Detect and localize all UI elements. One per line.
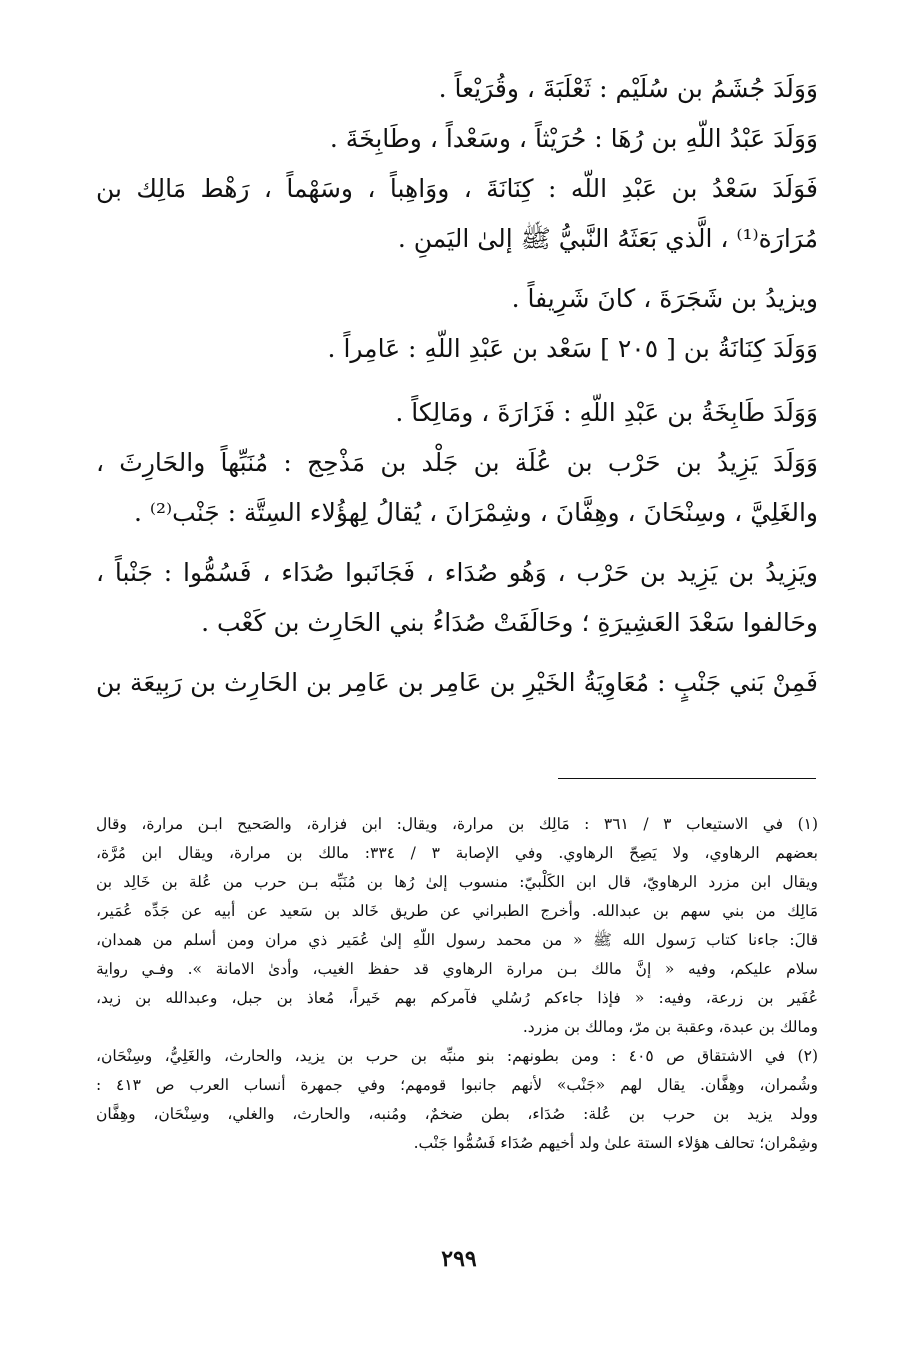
footnote-divider (558, 778, 816, 779)
main-line: وحَالفوا سَعْدَ العَشِيرَةِ ؛ وحَالَفَتْ صُدَاءُ بني الحَارِث بن كَعْب . (201, 608, 818, 637)
footnote-line: (٢) في الاشتقاق ص ٤٠٥ : ومن بطونهم: بنو منبِّه بن حرب بن يزيد، والحارث، والغَلِيُّ، وسِنْحَان، (96, 1047, 818, 1065)
footnote-line: ويقال ابن مزرد الرهاويّ، قال ابن الكَلْبيّ: منسوب إلىٰ رُها بن مُنَبِّه بـن حرب من عُلة بن خَالِد بن (96, 873, 818, 891)
main-line: ويزيدُ بن شَجَرَةَ ، كانَ شَرِيفاً . (511, 284, 818, 313)
footnote-line: وشِمْران؛ تحالف هؤلاء الستة علىٰ ولد أخيهم صُدَاء فَسُمُّوا جَنْب. (413, 1134, 818, 1152)
page-number: ٢٩٩ (441, 1246, 477, 1272)
main-line: وَوَلَدَ طَابِخَةُ بن عَبْدِ اللّهِ : فَزَارَةَ ، ومَالِكاً . (395, 398, 818, 427)
footnote-line: وشُمران، وهِفَّان. يقال لهم «جَنْب» لأنهم جانبوا قومهم؛ وفي جمهرة أنساب العرب ص ٤١٣ : (96, 1076, 818, 1094)
footnotes (96, 810, 818, 1158)
footnote-line: (١) في الاستيعاب ٣ / ٣٦١ : مَالِك بن مرارة، ويقال: ابن فزارة، والصَحيح ابـن مرارة، وقال (96, 815, 818, 833)
main-line: وَوَلَدَ يَزِيدُ بن حَرْب بن عُلَة بن جَلْد بن مَذْحِج : مُنَبِّهاً والحَارِثَ ، (96, 448, 818, 477)
main-line: وَوَلَدَ كِنَانَةُ بن [ ٢٠٥ ] سَعْد بن عَبْدِ اللّهِ : عَامِراً . (327, 334, 818, 363)
footnote-line: عُفَير بن زرعة، وفيه: « فإذا جاءكم رُسُلي فآمركم بهم خَيراً، مُعاذ بن جبل، وعبدالله بن زيد، (96, 989, 818, 1007)
main-line: وَوَلَدَ عَبْدُ اللّهِ بن رُهَا : حُرَيْثاً ، وسَعْداً ، وطَابِخَةَ . (329, 124, 818, 153)
main-line: فَوَلَدَ سَعْدُ بن عَبْدِ اللّه : كِنَانَةَ ، ووَاهِباً ، وسَهْماً ، رَهْط مَالِك بن (96, 174, 818, 203)
footnote-line: سلام عليكم، وفيه « إنَّ مالك بـن مرارة الرهاوي قد حفظ الغيب، وأدىٰ الامانة ». وفـي رواية (96, 960, 818, 978)
footnote-line: مَالِك من بني سهم بن عبدالله. وأخرج الطبراني عن طريق خَالد بن سَعيد عن أبيه عن جَدِّه عُمَير، (96, 902, 818, 920)
main-line: والغَلِيَّ ، وسِنْحَانَ ، وهِفَّانَ ، وشِمْرَانَ ، يُقالُ لِهؤُلاء السِتَّة : جَنْب⁽²⁾ . (133, 498, 818, 527)
footnote-line: قالَ: جاءنا كتاب رَسول الله ﷺ « من محمد رسول اللّهِ إلىٰ عُمَير ذي مران ومن أسلم من همدان، (96, 931, 818, 949)
footnote-line: ومالك بن عبدة، وعقبة بن مرّ، ومالك بن مزرد. (522, 1018, 818, 1036)
main-text (96, 64, 818, 708)
footnote-line: بعضهم الرهاوي، ولا يَصِحّ الرهاوي. وفي الإصابة ٣ / ٣٣٤: مالك بن مرارة، ويقال ابن مُرَّة، (96, 844, 818, 862)
footnote-line: وولد يزيد بن حرب بن عُلة: صُدَاء، بطن ضخمٌ، ومُنبه، والحارث، والغلي، وسِنْحَان، وهِفَّان (96, 1105, 818, 1123)
main-line: مُرَارَة⁽¹⁾ ، الَّذي بَعَثَهُ النَّبيُّ ﷺ إلىٰ اليَمنِ . (397, 224, 818, 253)
main-line: وَوَلَدَ جُشَمُ بن سُلَيْم : ثَعْلَبَةَ ، وقُرَيْعاً . (438, 74, 818, 103)
main-line: فَمِنْ بَني جَنْبٍ : مُعَاوِيَةُ الخَيْرِ بن عَامِر بن عَامِر بن الحَارِث بن رَبِيعَة بن (96, 668, 818, 697)
main-line: ويَزِيدُ بن يَزِيد بن حَرْب ، وَهُو صُدَاء ، فَجَانَبوا صُدَاء ، فَسُمُّوا : جَنْباً ، (96, 558, 818, 587)
